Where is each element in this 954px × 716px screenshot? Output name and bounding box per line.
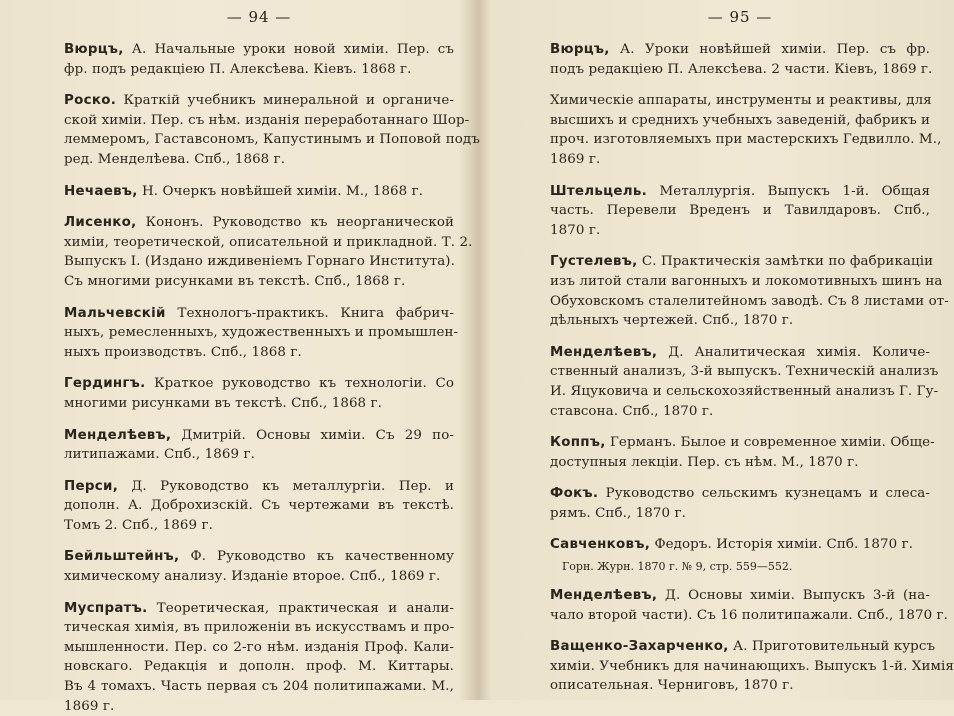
entry-text: Краткое руководство къ технологіи. Со bbox=[154, 376, 454, 392]
entry-line bbox=[64, 374, 454, 394]
entry-text: Обуховскомъ сталелитейномъ заводѣ. Съ 8 листами от- bbox=[550, 293, 949, 309]
bibliography-entry bbox=[64, 213, 473, 291]
entry-text: Д. Основы химіи. Выпускъ 3-й (на- bbox=[664, 588, 930, 604]
entry-text: ред. Менделѣева. Спб., 1868 г. bbox=[64, 151, 286, 167]
entry-text: новскаго. Редакція и дополн. проф. М. Киттары. bbox=[64, 659, 454, 675]
entry-text: Д. Руководство къ металлургіи. Пер. и bbox=[131, 478, 454, 494]
entry-text: 1870 г. bbox=[550, 222, 601, 238]
entry-text: многими рисунками въ текстѣ. Спб., 1868 г. bbox=[64, 395, 383, 411]
bibliography-entry bbox=[64, 304, 459, 363]
entry-text: Съ многими рисунками въ текстѣ. Спб., 1868 г. bbox=[64, 273, 406, 289]
entry-line bbox=[550, 182, 930, 202]
entry-line bbox=[550, 252, 934, 272]
entry-text: доступныя лекціи. Пер. съ нѣм. М., 1870 г. bbox=[550, 454, 859, 470]
entry-line bbox=[64, 547, 454, 567]
entry-line bbox=[64, 618, 454, 638]
entry-text: Федоръ. Исторія химіи. Спб. 1870 г. bbox=[654, 537, 914, 553]
entry-line bbox=[64, 599, 454, 619]
bibliography-entry bbox=[550, 91, 942, 169]
entry-text: химіи. Учебникъ для начинающихъ. Выпускъ 1-й. Химія bbox=[550, 658, 954, 674]
entry-author: Вюрцъ, bbox=[64, 42, 124, 57]
entry-line bbox=[64, 516, 454, 536]
entry-author: Менделѣевъ, bbox=[550, 588, 658, 604]
entry-line bbox=[64, 150, 454, 170]
entry-line bbox=[550, 311, 930, 331]
entry-text: ственный анализъ, 3-й выпускъ. Техническій анализъ bbox=[550, 364, 939, 380]
entry-text: Химическіе аппараты, инструменты и реактивы, для bbox=[550, 93, 932, 109]
entry-line bbox=[64, 252, 454, 272]
entry-author: Менделѣевъ, bbox=[64, 427, 172, 443]
entry-text: Германъ. Былое и современное химіи. Обще- bbox=[609, 435, 935, 451]
entry-line bbox=[64, 272, 454, 292]
entry-author: Менделѣевъ, bbox=[550, 344, 658, 360]
entry-author: Нечаевъ, bbox=[64, 183, 138, 199]
entry-author: Вюрцъ, bbox=[550, 42, 610, 57]
entry-line bbox=[550, 402, 930, 422]
entry-line bbox=[550, 362, 939, 382]
entry-line bbox=[64, 426, 454, 446]
entry-text: описательная. Черниговъ, 1870 г. bbox=[550, 678, 794, 694]
entry-line bbox=[64, 394, 454, 414]
entry-text: С. Практическія замѣтки по фабрикаціи bbox=[641, 254, 934, 270]
entry-line bbox=[64, 130, 480, 150]
entry-line bbox=[64, 496, 454, 516]
bibliography-entry bbox=[64, 374, 454, 413]
entry-line bbox=[64, 304, 454, 324]
entry-text: Томъ 2. Спб., 1869 г. bbox=[64, 517, 213, 533]
right-page bbox=[478, 0, 954, 700]
entry-author: Бейльштейнъ, bbox=[64, 549, 180, 565]
entry-line bbox=[64, 567, 454, 587]
entry-line bbox=[64, 213, 454, 233]
entry-list bbox=[550, 586, 954, 696]
bibliography-entry bbox=[64, 547, 454, 586]
entry-line bbox=[550, 60, 933, 80]
entry-text: дѣльныхъ чертежей. Спб., 1870 г. bbox=[550, 313, 794, 329]
entry-text: Руководство сельскимъ кузнецамъ и слеса- bbox=[605, 486, 930, 502]
entry-line bbox=[550, 91, 930, 111]
entry-author: Мальчевскій bbox=[64, 305, 166, 321]
footnote: Горн. Журн. 1870 г. № 9, стр. 559—552. bbox=[562, 560, 793, 574]
entry-text: литипажами. Спб., 1869 г. bbox=[64, 447, 255, 463]
entry-line bbox=[550, 111, 930, 131]
entry-text: 1869 г. bbox=[64, 698, 115, 714]
entry-line bbox=[64, 323, 459, 343]
entry-text: А. Начальные уроки новой химіи. Пер. съ bbox=[131, 42, 455, 57]
entry-text: Кононъ. Руководство къ неорганической bbox=[145, 215, 455, 231]
entry-text: ныхъ производствъ. Спб., 1868 г. bbox=[64, 344, 302, 360]
entry-line bbox=[550, 382, 939, 402]
entry-author: Штельцель. bbox=[550, 183, 648, 199]
entry-text: химіи, теоретической, описательной и прикладной. Т. 2. bbox=[64, 234, 473, 250]
entry-text: рямъ. Спб., 1870 г. bbox=[550, 505, 686, 521]
bibliography-entry bbox=[550, 484, 930, 523]
entry-text: ныхъ, ремесленныхъ, художественныхъ и промышлен- bbox=[64, 325, 459, 341]
entry-text: высшихъ и среднихъ учебныхъ заведеній, фабрикъ и bbox=[550, 112, 931, 128]
entry-text: Дмитрій. Основы химіи. Съ 29 по- bbox=[181, 427, 454, 443]
entry-line bbox=[550, 637, 936, 657]
entry-text: Ф. Руководство къ качественному bbox=[190, 549, 455, 565]
entry-line bbox=[550, 292, 949, 312]
entry-author: Густелевъ, bbox=[550, 254, 638, 270]
entry-line bbox=[64, 182, 454, 202]
entry-text: Въ 4 томахъ. Часть первая съ 204 политипажами. М., bbox=[64, 679, 454, 695]
entry-line bbox=[550, 130, 942, 150]
entry-line bbox=[550, 484, 930, 504]
entry-author: Ващенко-Захарченко, bbox=[550, 639, 729, 655]
entry-text: тическая химія, въ приложеніи въ искусствамъ и про- bbox=[64, 620, 455, 636]
entry-line bbox=[64, 60, 454, 80]
bibliography-entry bbox=[64, 182, 454, 202]
entry-text: ской химіи. Пер. съ нѣм. изданія переработаннаго Шор- bbox=[64, 112, 470, 128]
entry-line bbox=[64, 477, 454, 497]
entry-text: И. Яцуковича и сельскохозяйственный анализъ Г. Гу- bbox=[550, 383, 939, 399]
entry-author: Перси, bbox=[64, 478, 119, 494]
entry-author: Савченковъ, bbox=[550, 537, 651, 553]
entry-line bbox=[550, 586, 930, 606]
entry-line bbox=[550, 343, 930, 363]
bibliography-entry bbox=[64, 599, 454, 716]
page-number: — 95 — bbox=[707, 8, 773, 26]
entry-text: подъ редакціею П. Алексѣева. 2 части. Кіевъ, 1869 г. bbox=[550, 61, 933, 77]
entry-text: часть. Перевели Вреденъ и Тавилдаровъ. Спб., bbox=[550, 203, 930, 219]
entry-text: чало второй части). Съ 16 политипажали. Спб., 1870 г. bbox=[550, 607, 949, 623]
entry-text: фр. подъ редакціею П. Алексѣева. Кіевъ. 1868 г. bbox=[64, 61, 412, 77]
bibliography-entry bbox=[64, 426, 454, 465]
entry-text: 1869 г. bbox=[550, 151, 601, 167]
entry-line bbox=[64, 638, 454, 658]
entry-line bbox=[550, 453, 930, 473]
entry-text: А. Уроки новѣйшей химіи. Пер. съ фр. bbox=[620, 42, 930, 57]
entry-line bbox=[550, 433, 935, 453]
bibliography-entry bbox=[550, 182, 930, 241]
entry-text: ставсона. Спб., 1870 г. bbox=[550, 403, 714, 419]
page-number: — 94 — bbox=[226, 8, 292, 26]
entry-text: дополн. А. Доброхизскій. Съ чертежами въ текстѣ. bbox=[64, 498, 454, 514]
entry-author: Фокъ. bbox=[550, 486, 599, 502]
entry-list bbox=[64, 40, 480, 716]
entry-text: Н. Очеркъ новѣйшей химіи. М., 1868 г. bbox=[141, 183, 424, 199]
bibliography-entry bbox=[550, 586, 949, 625]
entry-text: Теоретическая, практическая и анали- bbox=[156, 600, 455, 616]
entry-text: Д. Аналитическая химія. Количе- bbox=[668, 344, 930, 360]
bibliography-entry bbox=[550, 40, 933, 79]
entry-line bbox=[550, 272, 943, 292]
entry-line bbox=[550, 676, 930, 696]
entry-line bbox=[550, 40, 930, 60]
entry-line bbox=[64, 111, 470, 131]
entry-line bbox=[550, 606, 949, 626]
entry-line bbox=[64, 677, 454, 697]
bibliography-entry bbox=[64, 91, 480, 169]
entry-text: мышленности. Пер. со 2-го нѣм. изданія Проф. Кали- bbox=[64, 639, 454, 655]
entry-text: изъ литой стали вагонныхъ и локомотивныхъ шинъ на bbox=[550, 273, 943, 289]
entry-author: Муспратъ. bbox=[64, 600, 148, 616]
bibliography-entry bbox=[550, 433, 935, 472]
entry-author: Гердингъ. bbox=[64, 376, 146, 392]
entry-line bbox=[64, 343, 454, 363]
entry-text: Краткій учебникъ минеральной и органиче- bbox=[123, 93, 454, 109]
entry-line bbox=[550, 535, 930, 555]
entry-text: Технологъ-практикъ. Книга фабрич- bbox=[177, 305, 454, 321]
entry-text: А. Приготовительный курсъ bbox=[733, 639, 936, 655]
entry-author: Коппъ, bbox=[550, 435, 606, 451]
entry-line bbox=[550, 150, 930, 170]
entry-line bbox=[550, 657, 954, 677]
entry-line bbox=[550, 201, 930, 221]
entry-line bbox=[550, 221, 930, 241]
entry-line bbox=[64, 657, 454, 677]
entry-line bbox=[64, 445, 454, 465]
bibliography-entry bbox=[64, 477, 454, 536]
bibliography-entry bbox=[64, 40, 454, 79]
entry-list bbox=[550, 40, 949, 555]
entry-text: Металлургія. Выпускъ 1-й. Общая bbox=[659, 183, 931, 199]
entry-text: проч. изготовляемыхъ при мастерскихъ Гедвилло. М., bbox=[550, 132, 942, 148]
entry-line bbox=[64, 40, 454, 60]
entry-line bbox=[64, 91, 454, 111]
bibliography-entry bbox=[550, 535, 930, 555]
entry-text: Выпускъ I. (Издано иждивеніемъ Горнаго Института). bbox=[64, 254, 455, 270]
entry-line bbox=[550, 504, 930, 524]
entry-text: химическому анализу. Изданіе второе. Спб., 1869 г. bbox=[64, 569, 441, 585]
entry-text: леммеромъ, Гаставсономъ, Капустинымъ и Поповой подъ bbox=[64, 132, 480, 148]
bibliography-entry bbox=[550, 252, 949, 330]
entry-author: Роско. bbox=[64, 93, 117, 109]
bibliography-entry bbox=[550, 343, 939, 421]
entry-author: Лисенко, bbox=[64, 215, 137, 231]
entry-line bbox=[64, 233, 473, 253]
bibliography-entry bbox=[550, 637, 954, 696]
